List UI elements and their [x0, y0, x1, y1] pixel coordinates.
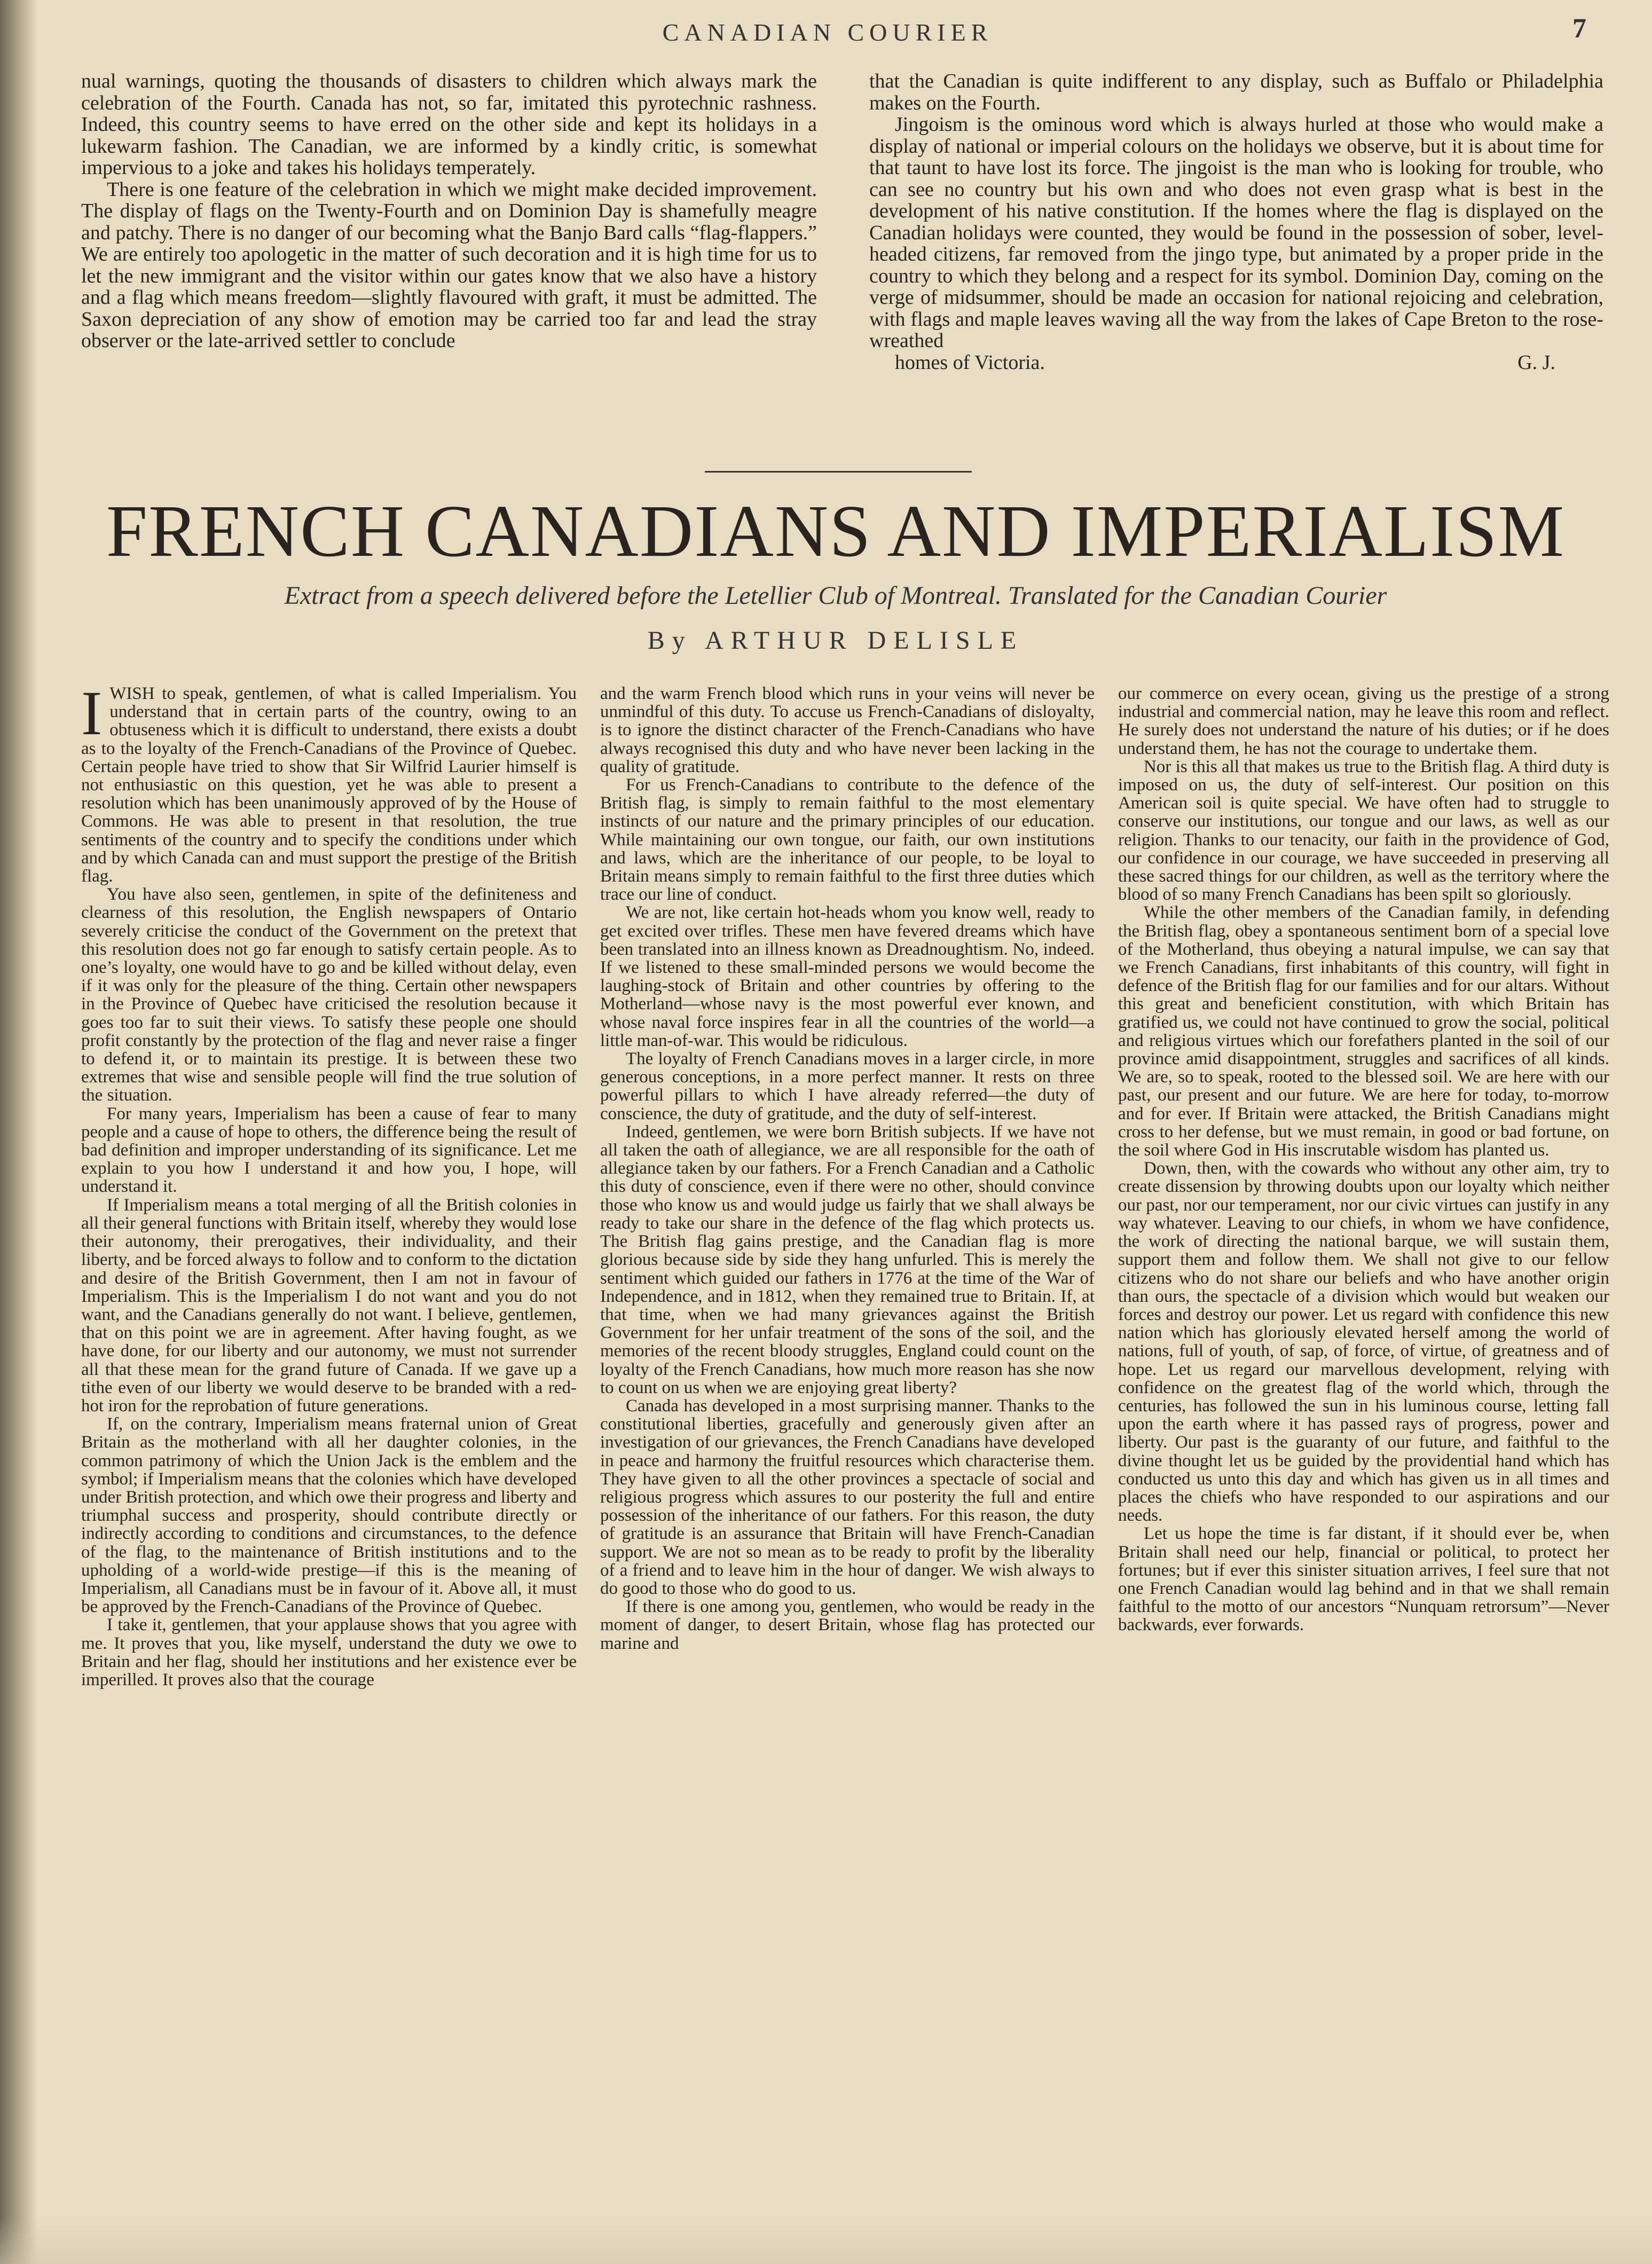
- article-subtitle: Extract from a speech delivered before the Letellier Club of Montreal. Translated for the Canadian Courier: [284, 581, 1387, 610]
- paragraph: There is one feature of the celebration in which we might make decided improvement. The display of flags on the Twenty-Fourth and on Dominion Day is shamefully meagre and patchy. There is no danger of our becoming what the Banjo Bard calls “flag-flappers.” We are entirely too apologetic in the matter of such decoration and it is high time for us to let the new immigrant and the visitor within our gates know that we also have a history and a flag which means freedom—slightly flavoured with graft, it must be admitted. The Saxon depreciation of any show of emotion may be carried too far and lead the stray observer or the late-arrived settler to conclude: [81, 178, 817, 352]
- closing-line: [869, 352, 1603, 374]
- paragraph: Down, then, with the cowards who without any other aim, try to create dissension by throwing doubts upon our loyalty which neither our past, nor our temperament, nor our civic virtues can justify in any way whatever. Leaving to our chiefs, in whom we have confidence, the work of directing the national barque, we will sustain them, support them and follow them. We shall not give to our fellow citizens who do not share our beliefs and who have another origin than ours, the spectacle of a division which would but weaken our forces and destroy our power. Let us regard with confidence this new nation which has gloriously elevated herself among the world of nations, full of youth, of sap, of force, of virtue, of greatness and of hope. Let us regard our marvellous development, relying with confidence on the greatest flag of the world which, through the centuries, has followed the sun in his luminous course, letting fall upon the earth where it has passed rays of progress, power and liberty. Our past is the guaranty of our future, and faithful to the divine thought let us be guided by the providential hand which has conducted us unto this day and which has given us in all times and places the chiefs who have responded to our aspirations and our needs.: [1118, 1159, 1609, 1526]
- paragraph: I take it, gentlemen, that your applause shows that you agree with me. It proves that you, like myself, understand the duty we owe to Britain and her flag, should her institutions and her existence ever be imperilled. It proves also that the courage: [81, 1615, 577, 1689]
- page-number: 7: [1572, 13, 1586, 44]
- paragraph: Canada has developed in a most surprising manner. Thanks to the constitutional liberties, gracefully and generously given after an investigation of our grievances, the French Canadians have developed in peace and harmony the fruitful resources which characterise them. They have given to all the other provinces a spectacle of social and religious progress which assures to our posterity the full and entire possession of the inheritance of our fathers. For this reason, the duty of gratitude is an assurance that Britain will have French-Canadian support. We are not so mean as to be ready to profit by the liberality of a friend and to leave him in the hour of danger. We wish always to do good to those who do good to us.: [600, 1396, 1095, 1598]
- section-divider: [705, 471, 972, 473]
- paragraph-text: WISH to speak, gentlemen, of what is called Imperialism. You understand that in certain parts of the country, owing to an obtuseness which it is difficult to understand, there exists a doubt as to the loyalty of the French-Canadians of the Province of Quebec. Certain people have tried to show that Sir Wilfrid Laurier himself is not enthusiastic on this question, yet he was able to present a resolution which has been unanimously approved of by the House of Commons. He was able to present in that resolution, the true sentiments of the country and to specify the conditions under which and by which Canada can and must support the prestige of the British flag.: [81, 684, 577, 886]
- article-byline: By ARTHUR DELISLE: [647, 626, 1024, 655]
- paragraph: If, on the contrary, Imperialism means fraternal union of Great Britain as the motherland with all her daughter colonies, in the common patrimony of which the Union Jack is the emblem and the symbol; if Imperialism means that the colonies which have developed under British protection, and which owe their progress and liberty and triumphal success and prosperity, should contribute directly or indirectly according to conditions and circumstances, to the defence of the flag, to the maintenance of British institutions and to the upholding of a world-wide prestige—if this is the meaning of Imperialism, all Canadians must be in favour of it. Above all, it must be approved by the French-Canadians of the Province of Quebec.: [81, 1414, 577, 1617]
- paragraph: [81, 678, 577, 886]
- top-right-column: [869, 70, 1603, 373]
- paragraph: Jingoism is the ominous word which is always hurled at those who would make a display of national or imperial colours on the holidays we observe, but it is about time for that taunt to have lost its force. The jingoist is the man who is looking for trouble, who can see no country but his own and who does not even grasp what is best in the development of his native constitution. If the homes where the flag is displayed on the Canadian holidays were counted, they would be found in the possession of sober, level-headed citizens, far removed from the jingo type, but animated by a proper pride in the country to which they belong and a respect for its symbol. Dominion Day, coming on the verge of midsummer, should be made an occasion for national rejoicing and celebration, with flags and maple leaves waving all the way from the lakes of Cape Breton to the rose-wreathed: [869, 113, 1603, 352]
- paragraph: and the warm French blood which runs in your veins will never be unmindful of this duty. To accuse us French-Canadians of disloyalty, is to ignore the distinct character of the French-Canadians who have always recognised this duty and who have never been lacking in the quality of gratitude.: [600, 684, 1095, 776]
- author-signature: G. J.: [1517, 351, 1555, 374]
- page-bottom-shade: [0, 2216, 1652, 2264]
- paragraph: For many years, Imperialism has been a cause of fear to many people and a cause of hope to others, the difference being the result of bad definition and improper understanding of its significance. Let me explain to you how I understand it and how you, I hope, will understand it.: [81, 1104, 577, 1197]
- paragraph: nual warnings, quoting the thousands of disasters to children which always mark the celebration of the Fourth. Canada has not, so far, imitated this pyrotechnic rashness. Indeed, this country seems to have erred on the other side and kept its holidays in a lukewarm fashion. The Canadian, we are informed by a kindly critic, is somewhat impervious to a joke and takes his holidays temperately.: [81, 70, 817, 179]
- article-headline: FRENCH CANADIANS AND IMPERIALISM: [106, 490, 1566, 572]
- paragraph: We are not, like certain hot-heads whom you know well, ready to get excited over trifles. These men have fevered dreams which have been translated into an illness known as Dreadnoughtism. No, indeed. If we listened to these small-minded persons we would become the laughing-stock of Britain and other countries by offering to the Motherland—whose navy is the most powerful ever known, and whose naval force inspires fear in all the countries of the world—a little man-of-war. This would be ridiculous.: [600, 903, 1095, 1050]
- closing-text: homes of Victoria.: [895, 351, 1045, 374]
- paragraph: The loyalty of French Canadians moves in a larger circle, in more generous conceptions, in a more perfect manner. It rests on three powerful pillars to which I have already referred—the duty of conscience, the duty of gratitude, and the duty of self-interest.: [600, 1049, 1095, 1123]
- paragraph: While the other members of the Canadian family, in defending the British flag, obey a spontaneous sentiment born of a special love of the Motherland, thus obeying a natural impulse, we can say that we French Canadians, first inhabitants of this country, will fight in defence of the British flag for our families and for our altars. Without this great and beneficient constitution, with which Britain has gratified us, we could not have continued to grow the social, political and religious virtues which our forefathers planted in the soil of our province amid disappointment, struggles and sacrifices of all kinds. We are, so to speak, rooted to the blessed soil. We are here with our past, our present and our future. We are here for today, to-morrow and for ever. If Britain were attacked, the British Canadians might cross to her defense, but we must remain, in good or bad fortune, on the soil where God in His inscrutable wisdom has planted us.: [1118, 903, 1609, 1160]
- paragraph: our commerce on every ocean, giving us the prestige of a strong industrial and commercial nation, may he leave this room and reflect. He surely does not understand the nature of his duties; or if he does understand them, he has not the courage to undertake them.: [1118, 684, 1609, 758]
- article-column-1: [81, 678, 577, 1689]
- paragraph: If Imperialism means a total merging of all the British colonies in all their general functions with Britain itself, whereby they would lose their autonomy, their prerogatives, their individuality, and their liberty, and be forced always to follow and to conform to the dictation and desire of the British Government, then I am not in favour of Imperialism. This is the Imperialism I do not want and you do not want, and the Canadians generally do not want. I believe, gentlemen, that on this point we are in agreement. After having fought, as we have done, for our liberty and our autonomy, we must not surrender all that these mean for the grand future of Canada. If we gave up a tithe even of our liberty we would deserve to be branded with a red-hot iron for the reprobation of future generations.: [81, 1195, 577, 1416]
- paragraph: If there is one among you, gentlemen, who would be ready in the moment of danger, to desert Britain, whose flag has protected our marine and: [600, 1597, 1095, 1653]
- paragraph: Let us hope the time is far distant, if it should ever be, when Britain shall need our help, financial or political, to protect her fortunes; but if ever this sinister situation arrives, I feel sure that not one French Canadian would lag behind and in that we shall remain faithful to the motto of our ancestors “Nunquam retrorsum”—Never backwards, ever forwards.: [1118, 1524, 1609, 1635]
- paragraph: You have also seen, gentlemen, in spite of the definiteness and clearness of this resolution, the English newspapers of Ontario severely criticise the conduct of the Government on the pretext that this resolution does not go far enough to satisfy certain people. As to one’s loyalty, one would have to go and be killed without delay, even if it was only for the pleasure of the thing. Certain other newspapers in the Province of Quebec have criticised the resolution because it goes too far to suit their views. To satisfy these people one should profit constantly by the protection of the flag and never raise a finger to defend it, or to maintain its prestige. It is between these two extremes that wise and sensible people will find the true solution of the situation.: [81, 885, 577, 1105]
- article-column-2: [600, 685, 1095, 1653]
- paragraph: Nor is this all that makes us true to the British flag. A third duty is imposed on us, the duty of self-interest. Our position on this American soil is quite special. We have often had to struggle to conserve our institutions, our tongue and our laws, as well as our religion. Thanks to our tenacity, our faith in the providence of God, our confidence in our courage, we have succeeded in preserving all these sacred things for our children, as well as the territory where the blood of so many French Canadians has been spilt so gloriously.: [1118, 757, 1609, 905]
- top-left-column: [81, 70, 817, 352]
- page-gutter-shadow: [0, 0, 37, 2264]
- article-column-3: [1118, 685, 1609, 1634]
- paragraph: For us French-Canadians to contribute to the defence of the British flag, is simply to remain faithful to the most elementary instincts of our nature and the primary principles of our education. While maintaining our own tongue, our faith, our own institutions and laws, which are the inheritance of our people, to be loyal to Britain means simply to remain faithful to the first three duties which trace our line of conduct.: [600, 775, 1095, 905]
- drop-cap: I: [81, 678, 103, 748]
- paragraph: Indeed, gentlemen, we were born British subjects. If we have not all taken the oath of allegiance, we are all responsible for the oath of allegiance taken by our fathers. For a French Canadian and a Catholic this duty of conscience, even if there were no other, should convince those who know us and would judge us fairly that we shall always be ready to take our share in the defence of the flag which protects us. The British flag gains prestige, and the Canadian flag is more glorious because side by side they hang unfurled. This is merely the sentiment which guided our fathers in 1776 at the time of the War of Independence, and in 1812, when they remained true to Britain. If, at that time, when we had many grievances against the British Government for her unfair treatment of the sons of the soil, and the memories of the recent bloody struggles, England could count on the loyalty of the French Canadians, how much more reason has she now to count on us when we are enjoying great liberty?: [600, 1122, 1095, 1397]
- running-head: CANADIAN COURIER: [662, 19, 993, 46]
- paragraph: that the Canadian is quite indifferent to any display, such as Buffalo or Philadelphia makes on the Fourth.: [869, 70, 1603, 114]
